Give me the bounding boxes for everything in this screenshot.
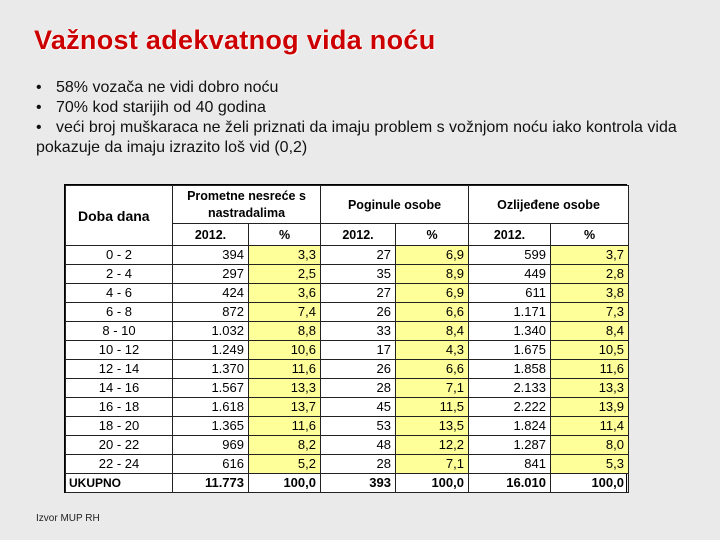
percent-cell: 8,9 xyxy=(396,265,469,284)
group-header-accidents: Prometne nesreće s nastradalima xyxy=(173,186,321,224)
count-cell: 616 xyxy=(173,455,249,474)
count-cell: 17 xyxy=(321,341,396,360)
total-row xyxy=(66,474,629,493)
time-period-cell: 14 - 16 xyxy=(66,379,173,398)
count-cell: 1.249 xyxy=(173,341,249,360)
table-row xyxy=(66,360,629,379)
sub-header: 2012. xyxy=(321,224,396,246)
table-row xyxy=(66,265,629,284)
count-cell: 969 xyxy=(173,436,249,455)
percent-cell: 8,4 xyxy=(396,322,469,341)
sub-header: 2012. xyxy=(469,224,551,246)
count-cell: 394 xyxy=(173,246,249,265)
percent-cell: 7,1 xyxy=(396,455,469,474)
table-row xyxy=(66,455,629,474)
percent-cell: 2,8 xyxy=(551,265,629,284)
table-row xyxy=(66,398,629,417)
percent-cell: 3,3 xyxy=(249,246,321,265)
sub-header: % xyxy=(551,224,629,246)
count-cell: 424 xyxy=(173,284,249,303)
statistics-table xyxy=(64,184,627,493)
percent-cell: 13,3 xyxy=(551,379,629,398)
count-cell: 45 xyxy=(321,398,396,417)
table-row xyxy=(66,379,629,398)
total-cell: 16.010 xyxy=(469,474,551,493)
count-cell: 27 xyxy=(321,246,396,265)
percent-cell: 11,6 xyxy=(249,360,321,379)
percent-cell: 10,5 xyxy=(551,341,629,360)
group-header-injured: Ozlijeđene osobe xyxy=(469,186,629,224)
count-cell: 1.567 xyxy=(173,379,249,398)
total-cell: 11.773 xyxy=(173,474,249,493)
time-period-cell: 12 - 14 xyxy=(66,360,173,379)
percent-cell: 6,6 xyxy=(396,303,469,322)
count-cell: 1.858 xyxy=(469,360,551,379)
percent-cell: 7,4 xyxy=(249,303,321,322)
slide-title: Važnost adekvatnog vida noću xyxy=(34,25,436,55)
table-row xyxy=(66,436,629,455)
table-row xyxy=(66,284,629,303)
source-note: Izvor MUP RH xyxy=(36,513,100,524)
time-period-cell: 10 - 12 xyxy=(66,341,173,360)
time-period-cell: 0 - 2 xyxy=(66,246,173,265)
table-row xyxy=(66,341,629,360)
count-cell: 611 xyxy=(469,284,551,303)
table-row xyxy=(66,322,629,341)
time-period-cell: 16 - 18 xyxy=(66,398,173,417)
count-cell: 872 xyxy=(173,303,249,322)
count-cell: 26 xyxy=(321,360,396,379)
count-cell: 1.287 xyxy=(469,436,551,455)
percent-cell: 2,5 xyxy=(249,265,321,284)
count-cell: 1.618 xyxy=(173,398,249,417)
percent-cell: 11,6 xyxy=(551,360,629,379)
percent-cell: 8,4 xyxy=(551,322,629,341)
percent-cell: 13,3 xyxy=(249,379,321,398)
count-cell: 33 xyxy=(321,322,396,341)
percent-cell: 3,7 xyxy=(551,246,629,265)
count-cell: 27 xyxy=(321,284,396,303)
bullet-item: • 70% kod starijih od 40 godina xyxy=(36,99,266,116)
percent-cell: 8,2 xyxy=(249,436,321,455)
percent-cell: 3,8 xyxy=(551,284,629,303)
percent-cell: 13,7 xyxy=(249,398,321,417)
count-cell: 28 xyxy=(321,379,396,398)
sub-header: 2012. xyxy=(173,224,249,246)
table-row xyxy=(66,246,629,265)
table-row xyxy=(66,417,629,436)
col-header-time: Doba dana xyxy=(66,186,173,246)
percent-cell: 11,4 xyxy=(551,417,629,436)
percent-cell: 4,3 xyxy=(396,341,469,360)
count-cell: 35 xyxy=(321,265,396,284)
total-cell: 393 xyxy=(321,474,396,493)
bullet-item: • veći broj muškaraca ne želi priznati da imaju problem s vožnjom noću iako kontrola vida pokazuje da imaju izrazito loš vid (0,2) xyxy=(36,119,677,156)
count-cell: 48 xyxy=(321,436,396,455)
percent-cell: 11,5 xyxy=(396,398,469,417)
percent-cell: 13,5 xyxy=(396,417,469,436)
percent-cell: 10,6 xyxy=(249,341,321,360)
count-cell: 1.370 xyxy=(173,360,249,379)
count-cell: 1.824 xyxy=(469,417,551,436)
percent-cell: 5,3 xyxy=(551,455,629,474)
count-cell: 1.340 xyxy=(469,322,551,341)
percent-cell: 12,2 xyxy=(396,436,469,455)
percent-cell: 7,3 xyxy=(551,303,629,322)
percent-cell: 5,2 xyxy=(249,455,321,474)
percent-cell: 6,9 xyxy=(396,284,469,303)
table-row xyxy=(66,303,629,322)
time-period-cell: 4 - 6 xyxy=(66,284,173,303)
sub-header: % xyxy=(249,224,321,246)
percent-cell: 8,8 xyxy=(249,322,321,341)
percent-cell: 6,6 xyxy=(396,360,469,379)
count-cell: 599 xyxy=(469,246,551,265)
bullet-list xyxy=(36,78,696,158)
count-cell: 53 xyxy=(321,417,396,436)
count-cell: 297 xyxy=(173,265,249,284)
count-cell: 2.222 xyxy=(469,398,551,417)
time-period-cell: 2 - 4 xyxy=(66,265,173,284)
percent-cell: 6,9 xyxy=(396,246,469,265)
total-cell: 100,0 xyxy=(551,474,629,493)
count-cell: 1.171 xyxy=(469,303,551,322)
percent-cell: 3,6 xyxy=(249,284,321,303)
count-cell: 26 xyxy=(321,303,396,322)
bullet-item: • 58% vozača ne vidi dobro noću xyxy=(36,79,279,96)
time-period-cell: 8 - 10 xyxy=(66,322,173,341)
time-period-cell: 6 - 8 xyxy=(66,303,173,322)
percent-cell: 8,0 xyxy=(551,436,629,455)
count-cell: 1.032 xyxy=(173,322,249,341)
time-period-cell: 18 - 20 xyxy=(66,417,173,436)
percent-cell: 7,1 xyxy=(396,379,469,398)
count-cell: 28 xyxy=(321,455,396,474)
total-cell: 100,0 xyxy=(396,474,469,493)
count-cell: 841 xyxy=(469,455,551,474)
table-body xyxy=(66,246,629,493)
total-label: UKUPNO xyxy=(66,474,173,493)
count-cell: 449 xyxy=(469,265,551,284)
time-period-cell: 20 - 22 xyxy=(66,436,173,455)
percent-cell: 13,9 xyxy=(551,398,629,417)
sub-header: % xyxy=(396,224,469,246)
percent-cell: 11,6 xyxy=(249,417,321,436)
count-cell: 1.675 xyxy=(469,341,551,360)
time-period-cell: 22 - 24 xyxy=(66,455,173,474)
count-cell: 1.365 xyxy=(173,417,249,436)
group-header-killed: Poginule osobe xyxy=(321,186,469,224)
total-cell: 100,0 xyxy=(249,474,321,493)
count-cell: 2.133 xyxy=(469,379,551,398)
